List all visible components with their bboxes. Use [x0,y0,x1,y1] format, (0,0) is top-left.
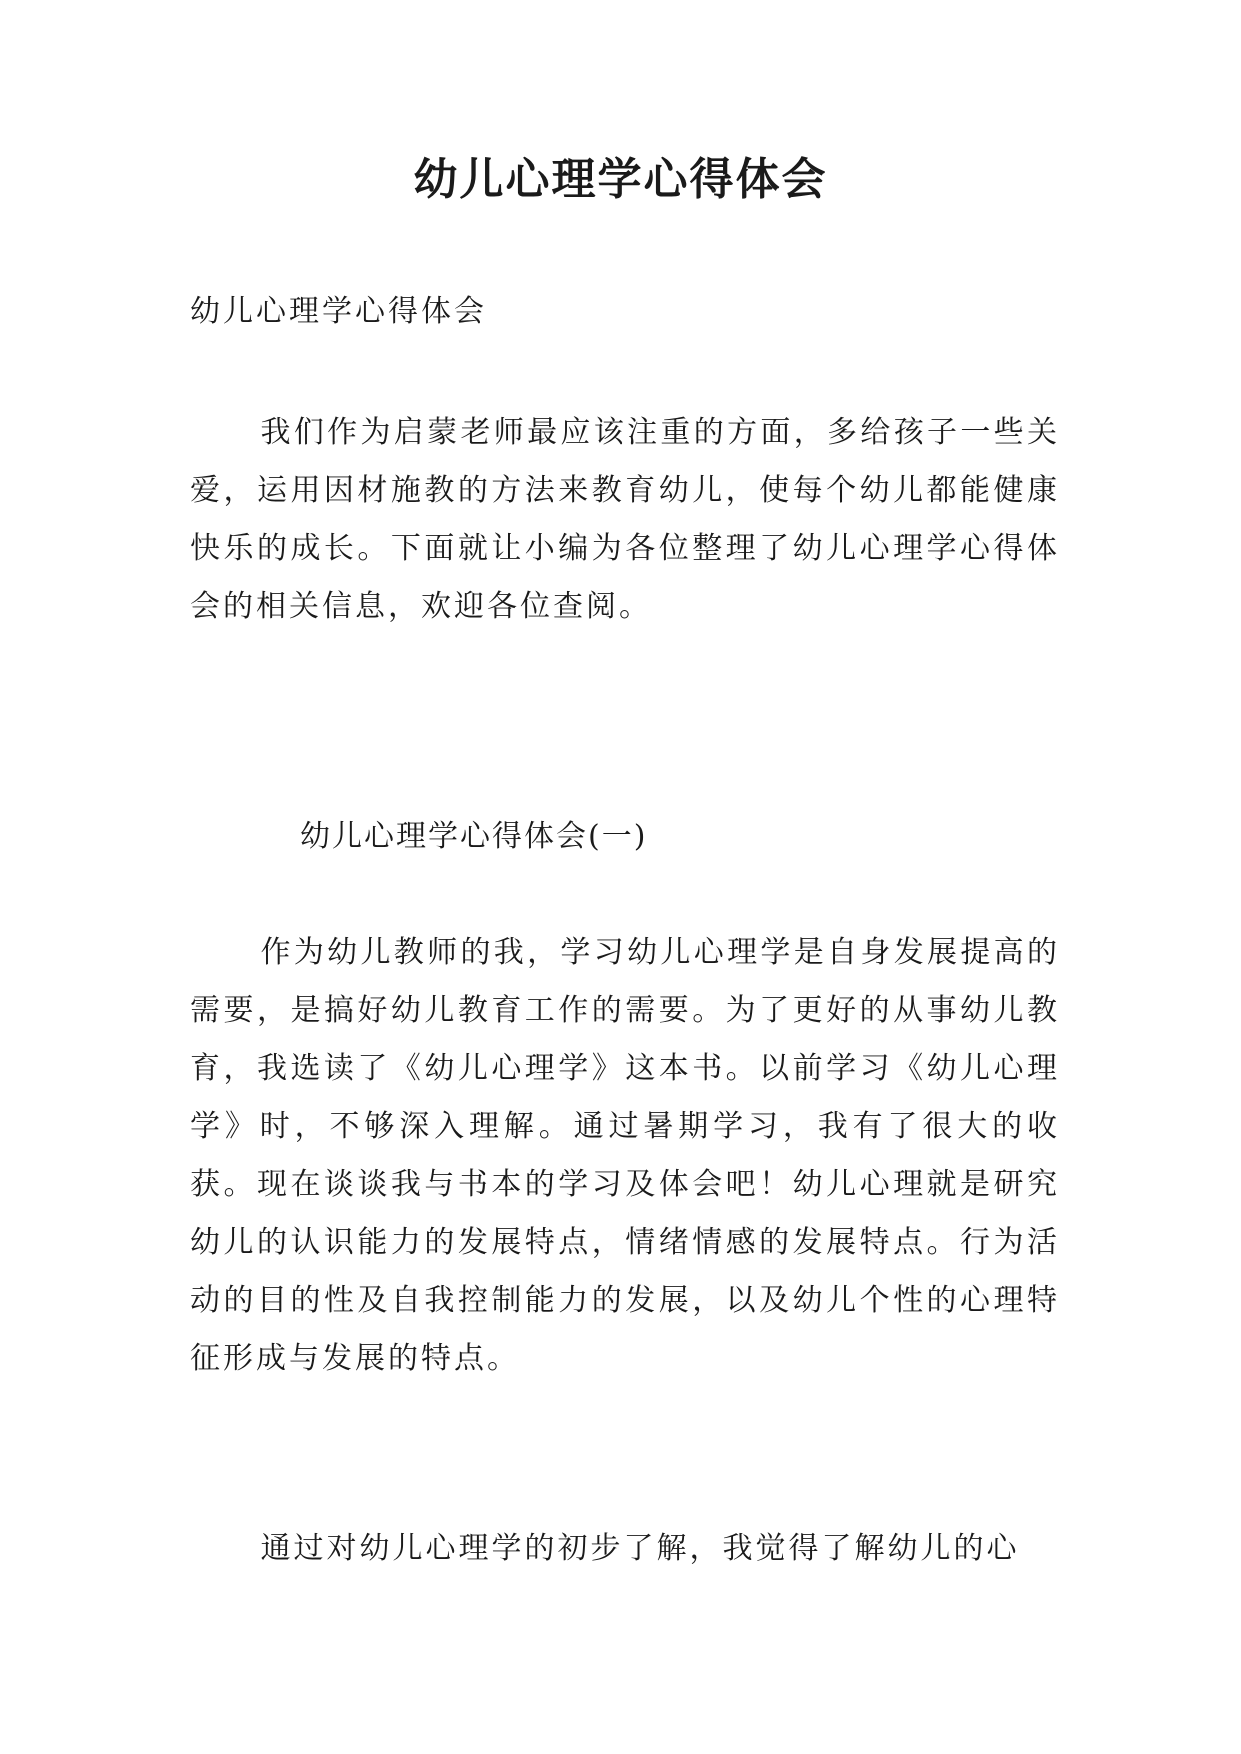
document-subtitle: 幼儿心理学心得体会 [190,294,487,329]
body-paragraph-continued: 通过对幼儿心理学的初步了解，我觉得了解幼儿的心 [260,1531,1020,1566]
body-paragraph: 作为幼儿教师的我，学习幼儿心理学是自身发展提高的需要，是搞好幼儿教育工作的需要。为了更好的从事幼儿教育，我选读了《幼儿心理学》这本书。以前学习《幼儿心理学》时，不够深入理解。通过暑期学习，我有了很大的收获。现在谈谈我与书本的学习及体会吧！幼儿心理就是研究幼儿的认识能力的发展特点，情绪情感的发展特点。行为活动的目的性及自我控制能力的发展，以及幼儿个性的心理特征形成与发展的特点。 [190,935,1060,1376]
section-heading: 幼儿心理学心得体会(一) [300,819,648,854]
intro-paragraph: 我们作为启蒙老师最应该注重的方面，多给孩子一些关爱，运用因材施教的方法来教育幼儿，使每个幼儿都能健康快乐的成长。下面就让小编为各位整理了幼儿心理学心得体会的相关信息，欢迎各位查阅。 [190,415,1060,624]
document-title: 幼儿心理学心得体会 [413,154,828,205]
